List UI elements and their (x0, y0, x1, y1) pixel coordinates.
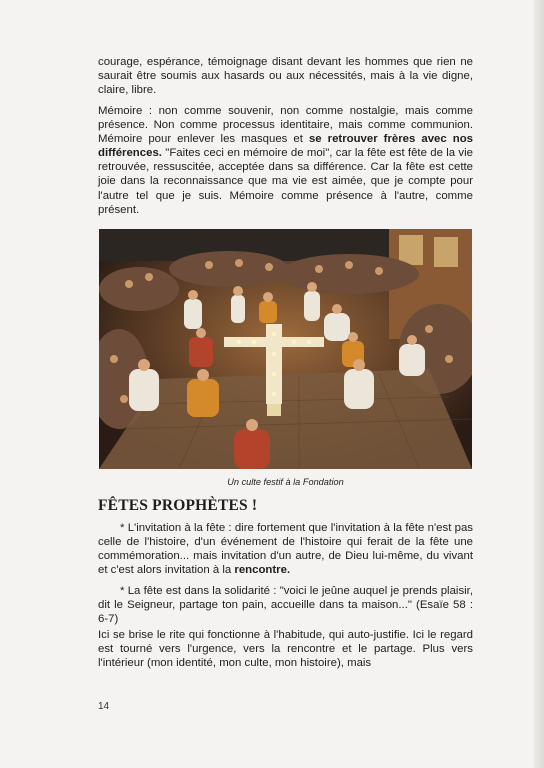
paragraph-intro-text: courage, espérance, témoignage disant devant les hommes que rien ne saurait être soumis aux hasards ou aux nécessités, mais à la vie digne, claire, libre. (98, 56, 473, 97)
paragraph-intro (98, 55, 473, 97)
photo-caption: Un culte festif à la Fondation (227, 477, 344, 487)
page-number: 14 (98, 701, 110, 712)
worship-photo-illustration (99, 229, 472, 469)
paragraph-invitation (98, 521, 473, 577)
invitation-text: * L'invitation à la fête : dire fortement que l'invitation à la fête n'est pas celle de l'histoire, d'un événement de l'histoire qui ferait de la fête une commémoration... mais invitation d'un autre, de Dieu lui-même, du vivant et c'est alors invitation à la (98, 522, 473, 577)
invitation-emphasis: rencontre. (234, 564, 291, 577)
page-edge (534, 0, 544, 768)
paragraph-memoire (98, 104, 473, 217)
memoire-text-end: "Faites ceci en mémoire de moi", car la fête est fête de la vie retrouvée, ressuscitée, acceptée dans sa différence. Car la fête est cette joie dans la reconnaissance que ma vie est aimée, que je compte pour l'autre tel que je suis. Mémoire comme présence à l'autre, comme présent. (98, 147, 473, 216)
memoire-emphasis: se retrouver frères avec nos différences. (98, 133, 473, 160)
solidarite-text: * La fête est dans la solidarité : "voici le jeûne auquel je prends plaisir, dit le Seigneur, partage ton pain, accueille dans ta maison..." (Esaïe 58 : 6-7) (98, 585, 473, 626)
section-heading: FÊTES PROPHÈTES ! (98, 497, 258, 514)
memoire-text-start: Mémoire : non comme souvenir, non comme nostalgie, mais comme présence. Non comme processus identitaire, mais comme communion. Mémoire pour enlever les masques et (98, 105, 473, 146)
paragraph-rite (98, 628, 473, 670)
paragraph-solidarite (98, 584, 473, 626)
rite-text: Ici se brise le rite qui fonctionne à l'habitude, qui auto-justifie. Ici le regard est tourné vers l'urgence, vers la rencontre et le partage. Plus vers l'intérieur (mon identité, mon culte, mon histoire), mais (98, 629, 473, 670)
worship-photo (99, 229, 472, 469)
